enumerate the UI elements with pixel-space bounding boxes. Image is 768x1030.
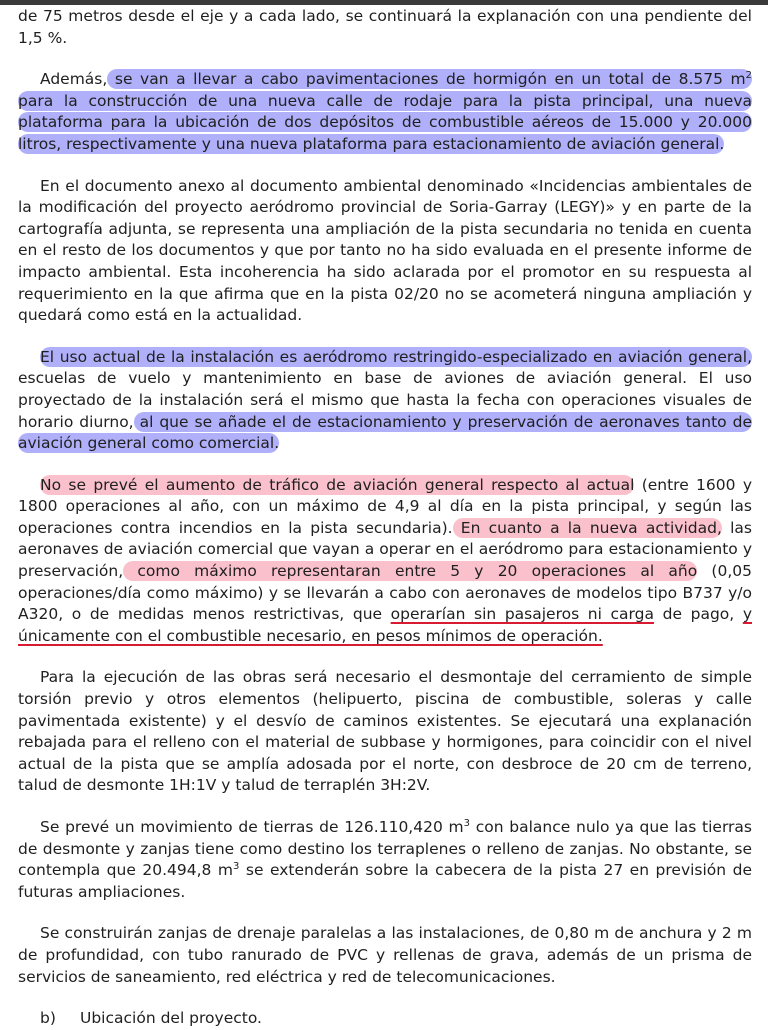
- superscript-3a: 3: [463, 817, 471, 829]
- paragraph-5-underline-b: y únicamente con el combustible necesario, en pesos mínimos de operación.: [18, 605, 752, 645]
- paragraph-3: [18, 176, 752, 327]
- document-page: [18, 6, 752, 1030]
- paragraph-7-text-c: se extenderán sobre la cabecera de la pista 27 en previsión de futuras ampliaciones.: [18, 861, 752, 901]
- paragraph-1: [18, 6, 752, 49]
- paragraph-5-highlight-a: No se prevé el aumento de tráfico de aviación general respecto al actual: [40, 475, 635, 494]
- paragraph-1-text: de 75 metros desde el eje y a cada lado, se continuará la explanación con una pendiente del 1,5 %.: [18, 7, 752, 47]
- paragraph-5-underline-a: operarían sin pasajeros ni carga: [390, 605, 654, 624]
- paragraph-3-text: En el documento anexo al documento ambiental denominado «Incidencias ambientales de la modificación del proyecto aeródromo provincial de Soria-Garray (LEGY)» y en parte de la cartografía adjunta, se representa una ampliación de la pista secundaria no tenida en cuenta en el resto de los documentos y que por tanto no ha sido evaluada en el presente informe de impacto ambiental. Esta incoherencia ha sido aclarada por el promotor en su respuesta al requerimiento en la que afirma que en la pista 02/20 no se acometerá ninguna ampliación y quedará como está en la actualidad.: [18, 176, 752, 325]
- superscript-2: 2: [745, 70, 752, 82]
- section-heading-number: b): [40, 1009, 56, 1028]
- paragraph-5-highlight-b: En cuanto a la nueva actividad,: [452, 518, 722, 537]
- paragraph-5-highlight-c: como máximo representaran entre 5 y 20 operaciones al año: [123, 562, 698, 581]
- paragraph-4-highlight-a: El uso actual de la instalación es aeródromo restringido-especializado en aviación general,: [40, 347, 752, 366]
- section-heading-label: Ubicación del proyecto.: [80, 1009, 262, 1028]
- paragraph-7-text-b: con balance nulo ya que las tierras de desmonte y zanjas tiene como destino los terraplenes o relleno de zanjas. No obstante, se contempla que 20.494,8 m: [18, 818, 752, 880]
- paragraph-2-text-a: Además,: [40, 70, 108, 89]
- paragraph-2-highlight: [18, 69, 752, 154]
- paragraph-5-text-d: de pago,: [654, 605, 743, 624]
- paragraph-6-text: Para la ejecución de las obras será necesario el desmontaje del cerramiento de simple torsión previo y otros elementos (helipuerto, piscina de combustible, soleras y calle pavimentada existente) y el desvío de caminos existentes. Se ejecutará una explanación rebajada para el relleno con el material de subbase y hormigones, para coincidir con el nivel actual de la pista que se amplía adosada por el norte, con desbroce de 20 cm de terreno, talud de desmonte 1H:1V y talud de terraplén 3H:2V.: [18, 668, 752, 795]
- section-heading: [18, 1008, 752, 1030]
- paragraph-2: [18, 69, 752, 155]
- paragraph-5-text-c: (0,05 operaciones/día como máximo) y se llevarán a cabo con aeronaves de modelos tipo B737 y/o A320, o de medidas menos restrictivas, que: [18, 562, 752, 624]
- top-edge-bar: [0, 0, 768, 5]
- superscript-3b: 3: [233, 861, 240, 873]
- paragraph-2-highlight-b: para la construcción de una nueva calle de rodaje para la pista principal, una nueva plataforma para la ubicación de dos depósitos de combustible aéreos de 15.000 y 20.000 litros, respectivamente y una nueva plataforma para estacionamiento de aviación general.: [18, 91, 752, 153]
- paragraph-5-text-b: las aeronaves de aviación comercial que vayan a operar en el aeródromo para estacionamiento y preservación,: [18, 518, 752, 581]
- paragraph-4-text: escuelas de vuelo y mantenimiento en base de aviones de aviación general. El uso proyectado de la instalación será el mismo que hasta la fecha con operaciones visuales de horario diurno,: [18, 369, 752, 431]
- paragraph-2-highlight-a: se van a llevar a cabo pavimentaciones de hormigón en un total de 8.575 m: [107, 70, 746, 89]
- paragraph-4-highlight-b: al que se añade el de estacionamiento y preservación de aeronaves tanto de aviación general como comercial.: [18, 412, 752, 453]
- paragraph-8-text: Se construirán zanjas de drenaje paralelas a las instalaciones, de 0,80 m de anchura y 2 m de profundidad, con tubo ranurado de PVC y rellenas de grava, además de un prisma de servicios de saneamiento, red eléctrica y red de telecomunicaciones.: [18, 924, 752, 986]
- paragraph-7-text-a: Se prevé un movimiento de tierras de 126.110,420 m: [40, 818, 464, 836]
- paragraph-5-text-a: (entre 1600 y 1800 operaciones al año, con un máximo de 4,9 al día en la pista principal, y según las operaciones contra incendios en la pista secundaria).: [18, 475, 752, 537]
- paragraph-6: [18, 667, 752, 797]
- paragraph-5: [18, 475, 752, 648]
- paragraph-7: [18, 817, 752, 903]
- paragraph-4: [18, 347, 752, 455]
- paragraph-8: [18, 923, 752, 988]
